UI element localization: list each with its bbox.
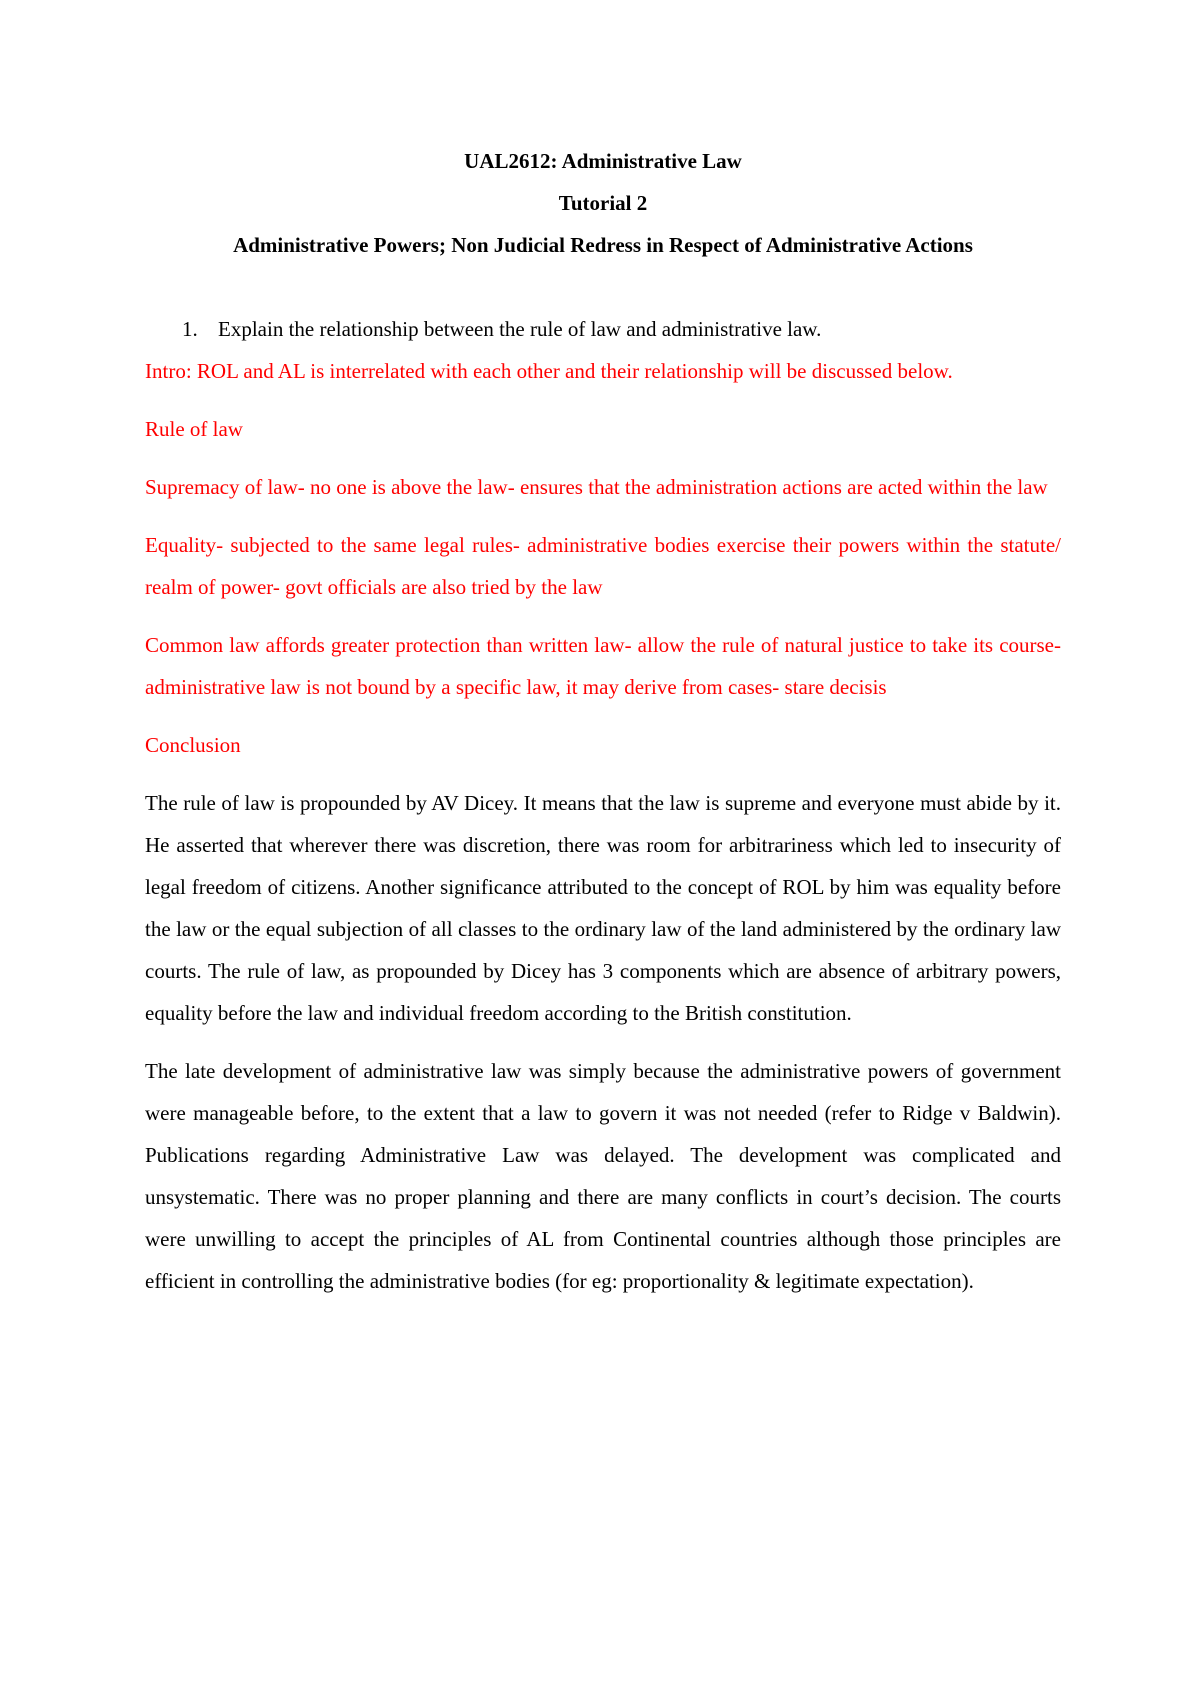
tutorial-subtitle: Administrative Powers; Non Judicial Redress in Respect of Administrative Actions: [233, 233, 973, 257]
document-body: [145, 140, 1061, 1302]
question-number: 1.: [182, 317, 198, 341]
conclusion-heading: Conclusion: [145, 733, 241, 757]
course-title: UAL2612: Administrative Law: [464, 149, 742, 173]
supremacy-point: Supremacy of law- no one is above the law- ensures that the administration actions are acted within the law: [145, 475, 1048, 499]
question-1: [145, 308, 1061, 350]
body-paragraph-1: The rule of law is propounded by AV Dicey. It means that the law is supreme and everyone must abide by it. He asserted that wherever there was discretion, there was room for arbitrariness which led to insecurity of legal freedom of citizens. Another significance attributed to the concept of ROL by him was equality before the law or the equal subjection of all classes to the ordinary law of the land administered by the ordinary law courts. The rule of law, as propounded by Dicey has 3 components which are absence of arbitrary powers, equality before the law and individual freedom according to the British constitution.: [145, 791, 1061, 1025]
question-text: Explain the relationship between the rule of law and administrative law.: [218, 317, 822, 341]
answer-intro: Intro: ROL and AL is interrelated with each other and their relationship will be discussed below.: [145, 359, 953, 383]
rule-of-law-heading: Rule of law: [145, 417, 243, 441]
common-law-point: Common law affords greater protection than written law- allow the rule of natural justice to take its course- administrative law is not bound by a specific law, it may derive from cases- stare decisis: [145, 633, 1061, 699]
equality-point: Equality- subjected to the same legal rules- administrative bodies exercise their powers within the statute/ realm of power- govt officials are also tried by the law: [145, 533, 1061, 599]
spacer: [145, 266, 1061, 308]
body-paragraph-2: The late development of administrative law was simply because the administrative powers of government were manageable before, to the extent that a law to govern it was not needed (refer to Ridge v Baldwin). Publications regarding Administrative Law was delayed. The development was complicated and unsystematic. There was no proper planning and there are many conflicts in court’s decision. The courts were unwilling to accept the principles of AL from Continental countries although those principles are efficient in controlling the administrative bodies (for eg: proportionality & legitimate expectation).: [145, 1059, 1061, 1293]
tutorial-title: Tutorial 2: [558, 191, 648, 215]
